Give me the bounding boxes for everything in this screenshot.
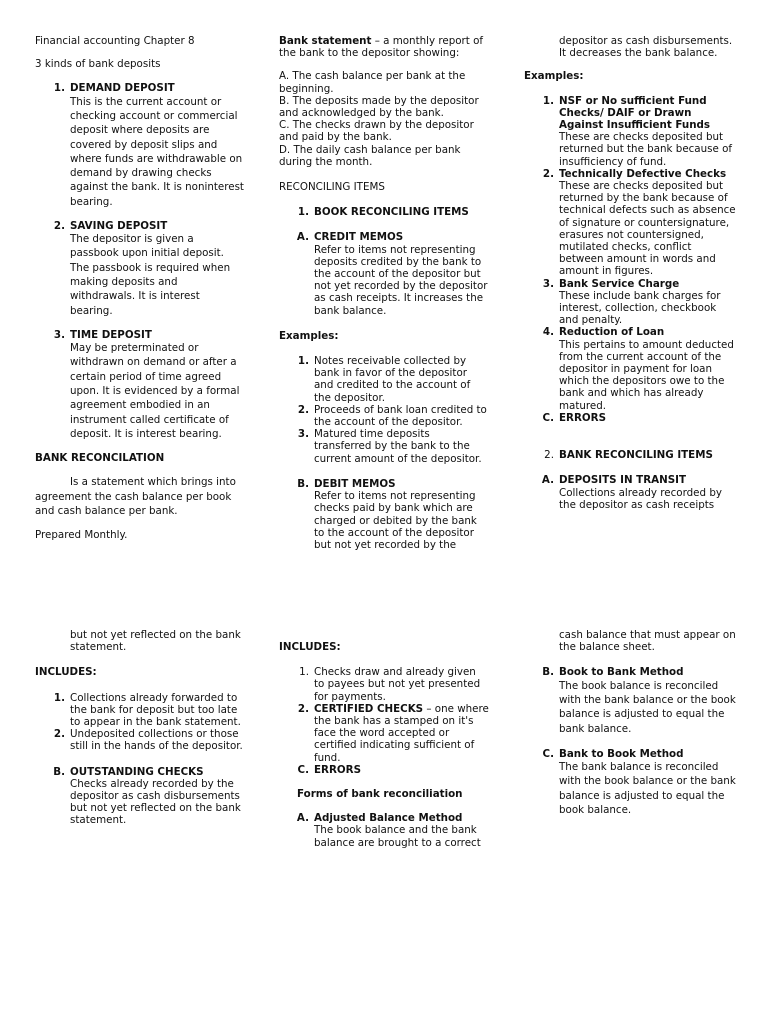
list-item: D. The daily cash balance per bank during the month. [279,143,461,168]
item-body: May be preterminated or withdrawn on demand or after a certain period of time agreed upon. It is evidenced by a formal agreement embodied in an instrument called certificate of deposit. It is interest bearing. [70,342,240,440]
list-item: 2. SAVING DEPOSIT The depositor is given a passbook upon initial deposit. The passbook is required when making deposits and withdrawals. It is interest bearing. [35,220,245,318]
item-body: This is the current account or checking account or commercial deposit where deposits are covered by deposit slips and where funds are withdrawable on demand by drawing checks against the bank. It is noninterest bearing. [70,95,244,208]
paragraph: Bank statement – a monthly report of the bank to the depositor showing: [279,35,484,60]
section-heading: INCLUDES: [35,666,97,679]
list-item: 1. Collections already forwarded to the bank for deposit but too late to appear in the bank statement. [53,691,241,729]
list-item: C. The checks drawn by the depositor and paid by the bank. [279,119,474,144]
item-body: These include bank charges for interest, collection, checkbook and penalty. [559,289,721,327]
item-heading: DEPOSITS IN TRANSIT [559,474,686,487]
item-body: This pertains to amount deducted from the current account of the depositor in payment for loan which the depositors owe to the bank and which has already matured. [559,338,734,412]
item-heading: Adjusted Balance Method [314,812,463,825]
item-heading: CREDIT MEMOS [314,231,404,244]
list-item: B. The deposits made by the depositor and acknowledged by the bank. [279,94,479,120]
list-item: 2. Technically Defective Checks These are checks deposited but returned by the bank because of technical defects such as absence of signature or countersignature, erasures not countersigned, mutilated checks, conflict between amount in words and amount in figures. [542,167,736,278]
includes-list [279,666,489,776]
list-item: 1. DEMAND DEPOSIT This is the current account or checking account or commercial deposit where deposits are covered by deposit slips and where funds are withdrawable on demand by drawing checks against the bank. It is noninterest bearing. [53,82,244,208]
list-item: A. DEPOSITS IN TRANSIT Collections already recorded by the depositor as cash receipts [524,474,737,511]
examples-list [524,95,737,424]
section-heading: RECONCILING ITEMS [279,181,385,194]
item-body: The depositor is given a passbook upon initial deposit. The passbook is required when making deposits and withdrawals. It is interest bearing. [70,233,231,317]
section-heading: BANK RECONCILATION [35,452,165,465]
includes-list [35,692,250,753]
list-item: 2. Proceeds of bank loan credited to the account of the depositor. [297,403,487,429]
item-body: These are checks deposited but returned by the bank because of technical defects such as absence of signature or countersignature, erasures not countersigned, mutilated checks, conflict between amount in words and amount in figures. [559,180,736,278]
list-item: 2. CERTIFIED CHECKS – one where the bank has a stamped on it's face the word accepted or certified indicating sufficient of fund. [297,702,489,764]
list-item: 2. Undeposited collections or those still in the hands of the depositor. [53,728,243,753]
item-body: The book balance and the bank balance are brought to a correct [314,824,481,849]
kinds-heading: 3 kinds of bank deposits [35,58,161,71]
list-item: 1. BOOK RECONCILING ITEMS [297,206,469,219]
list-item: 4. Reduction of Loan This pertains to amount deducted from the current account of the depositor in payment for loan which the depositors owe to the bank and which has already matured. [524,326,737,411]
item-heading: Book to Bank Method [559,666,684,679]
page2-column-3 [524,629,737,817]
item-body: The bank balance is reconciled with the book balance or the bank balance is adjusted to equal the book balance. [559,761,736,816]
page2-column-1 [35,629,250,827]
item-body: Checks already recorded by the depositor as cash disbursements but not yet reflected on the bank statement. [70,777,241,827]
section-heading: Forms of bank reconciliation [297,788,463,801]
item-body: Collections already recorded by the depositor as cash receipts [559,486,722,511]
item-body: Refer to items not representing deposits credited by the bank to the account of the depositor but not yet recorded by the depositor as cash receipts. It increases the bank balance. [314,243,488,317]
list-item: 3. Matured time deposits transferred by the bank to the current amount of the depositor. [297,428,482,465]
document-title: Financial accounting Chapter 8 [35,35,195,47]
paragraph: Is a statement which brings into agreement the cash balance per book and cash balance per bank. [35,476,236,518]
examples-list [279,355,489,465]
list-item: B. OUTSTANDING CHECKS Checks already recorded by the depositor as cash disbursements but not yet reflected on the bank statement. [35,766,250,827]
list-item: 3. TIME DEPOSIT May be preterminated or withdrawn on demand or after a certain period of time agreed upon. It is evidenced by a formal agreement embodied in an instrument called certificate of deposit. It is interest bearing. [35,329,245,441]
section-heading: Examples: [524,70,584,83]
item-heading: SAVING DEPOSIT [70,219,168,232]
list-item: 2. BANK RECONCILING ITEMS [544,449,713,462]
item-heading: Bank Service Charge [559,277,680,290]
list-item: C. ERRORS [297,763,361,776]
item-heading: DEMAND DEPOSIT [70,82,175,95]
list-item: B. DEBIT MEMOS Refer to items not representing checks paid by bank which are charged or debited by the bank to the account of the depositor but not yet recorded by the [279,478,489,551]
page1-column-3 [524,35,737,511]
paragraph: depositor as cash disbursements. It decreases the bank balance. [559,35,733,60]
item-heading: Technically Defective Checks [559,167,727,180]
list-item: C. Bank to Book Method The bank balance is reconciled with the book balance or the bank balance is adjusted to equal the book balance. [542,747,736,816]
section-heading: INCLUDES: [279,641,341,653]
paragraph: but not yet reflected on the bank statement. [70,629,241,654]
item-body: Refer to items not representing checks paid by bank which are charged or debited by the bank to the account of the depositor but not yet recorded by the [314,490,477,551]
list-item: 1. NSF or No sufficient Fund Checks/ DAIF or Drawn Against Insufficient Funds These are checks deposited but returned but the bank because of insufficiency of fund. [524,95,737,168]
item-body: These are checks deposited but returned but the bank because of insufficiency of fund. [559,131,733,168]
page1-column-1 [35,35,245,542]
list-item: B. Book to Bank Method The book balance is reconciled with the bank balance or the book balance is adjusted to equal the bank balance. [542,666,736,735]
page2-column-2 [279,641,489,849]
item-body: The book balance is reconciled with the bank balance or the book balance is adjusted to equal the bank balance. [559,679,736,735]
item-heading: Reduction of Loan [559,326,665,339]
item-heading: NSF or No sufficient Fund Checks/ DAIF or Drawn Against Insufficient Funds [559,94,711,132]
list-item: A. Adjusted Balance Method The book balance and the bank balance are brought to a correct [279,812,489,849]
item-heading: OUTSTANDING CHECKS [70,765,204,778]
statement-list [279,70,489,168]
page1-column-2 [279,35,489,551]
item-heading: DEBIT MEMOS [314,477,396,490]
list-item: A. CREDIT MEMOS Refer to items not representing deposits credited by the bank to the account of the depositor but not yet recorded by the depositor as cash receipts. It increases the bank balance. [296,231,488,317]
section-heading: Examples: [279,329,339,342]
list-item: 1. Notes receivable collected by bank in favor of the depositor and credited to the account of the depositor. [297,355,471,404]
list-item: 1. Checks draw and already given to payees but not yet presented for payments. [299,666,481,703]
item-heading: TIME DEPOSIT [70,328,152,341]
list-item: 3. Bank Service Charge These include bank charges for interest, collection, checkbook and penalty. [524,278,737,327]
paragraph: cash balance that must appear on the balance sheet. [559,629,736,654]
paragraph: Prepared Monthly. [35,529,128,542]
item-heading: Bank to Book Method [559,747,684,760]
list-item: A. The cash balance per bank at the beginning. [279,70,466,95]
list-item: C. ERRORS [542,411,606,424]
